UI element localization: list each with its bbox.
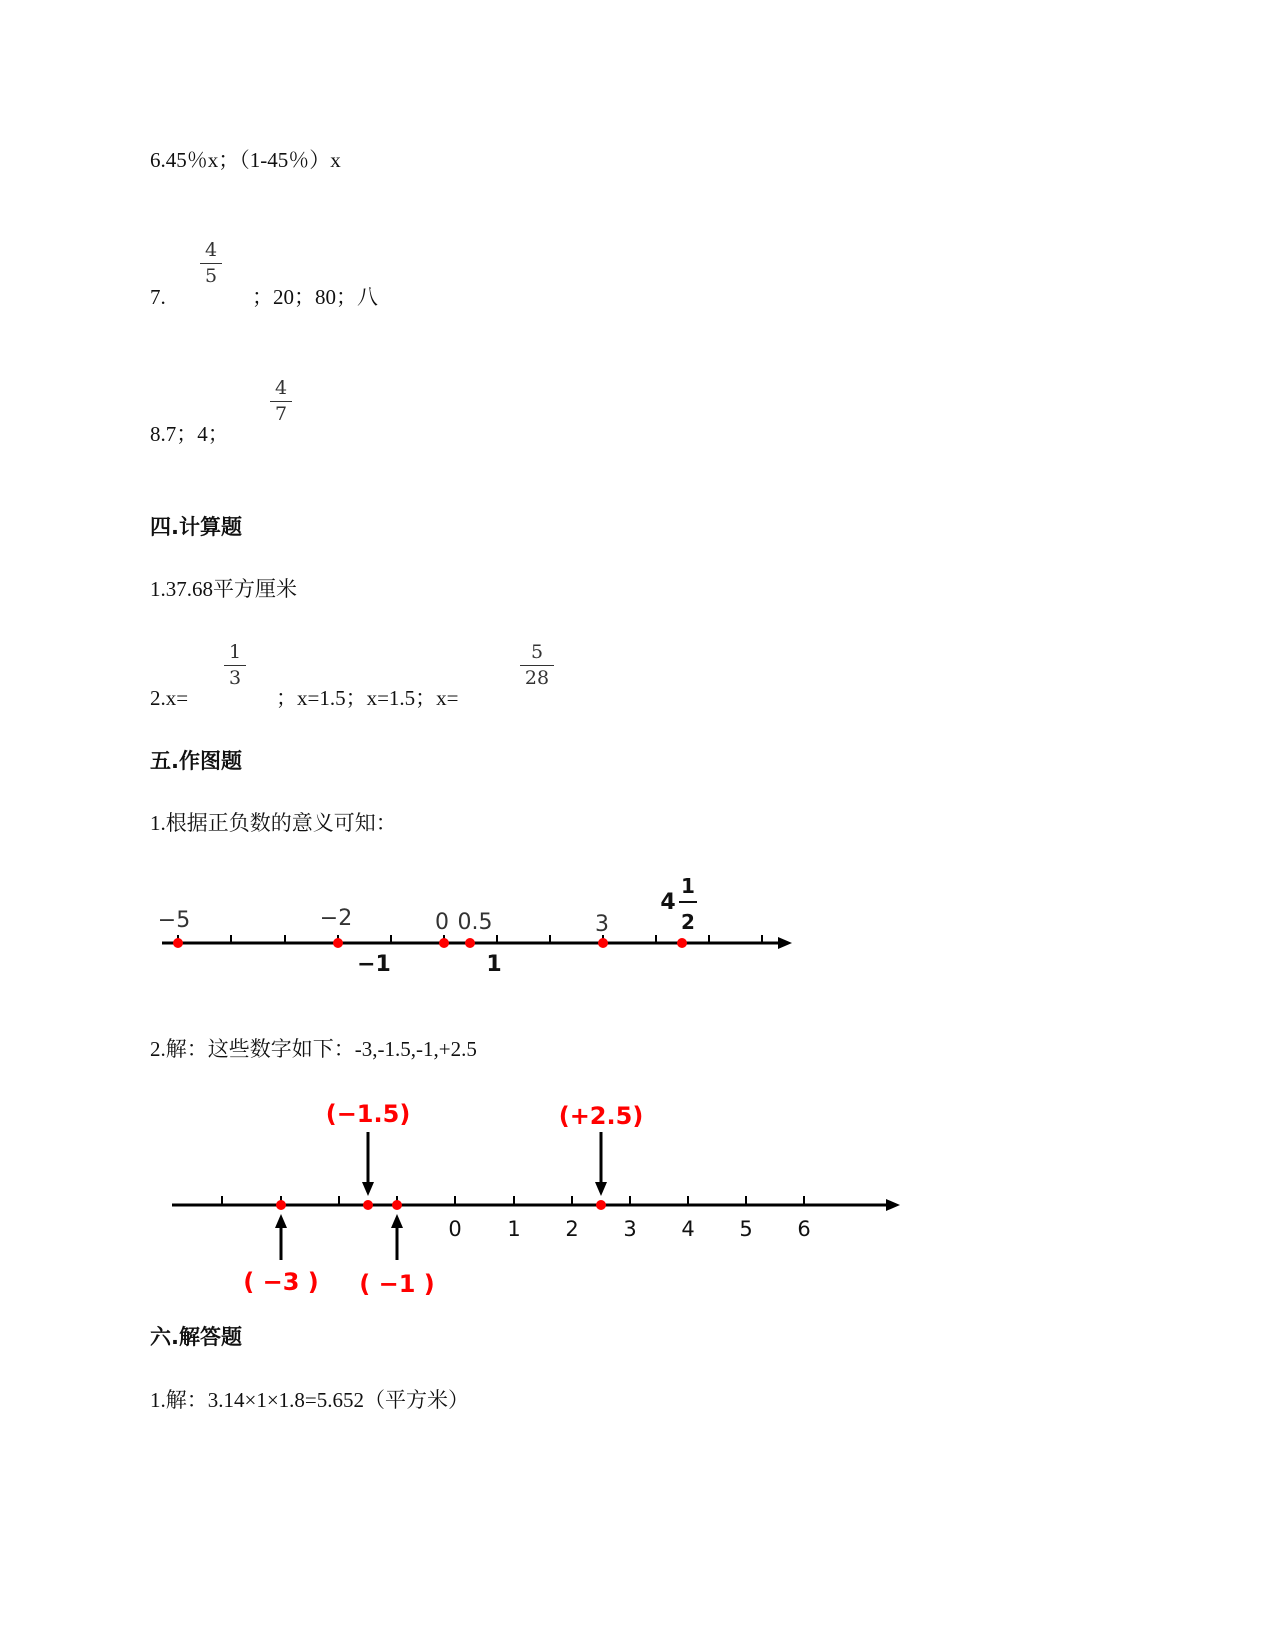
point-marker <box>598 938 608 948</box>
number-line-1 <box>150 865 810 985</box>
tick-label: 5 <box>739 1217 753 1241</box>
answer-8-text: 8.7；4； <box>150 422 229 446</box>
fraction-denominator: 5 <box>204 265 218 287</box>
tick-label: 2 <box>565 1217 579 1241</box>
drawing-answer-1: 1.根据正负数的意义可知： <box>150 811 397 835</box>
answer-8-fraction <box>270 378 292 425</box>
fraction-denominator: 7 <box>274 403 288 425</box>
label-above: −2 <box>319 906 353 931</box>
number-line-2 <box>150 1090 910 1310</box>
label-above: 3 <box>595 912 609 937</box>
tick-label: 4 <box>681 1217 695 1241</box>
drawing-answer-2: 2.解：这些数字如下：-3,-1.5,-1,+2.5 <box>150 1037 477 1061</box>
point-marker <box>596 1200 606 1210</box>
up-arrow-head-icon <box>391 1214 403 1228</box>
solution-answer-1: 1.解：3.14×1×1.8=5.652（平方米） <box>150 1388 470 1412</box>
calc-answer-1: 1.37.68平方厘米 <box>150 577 297 601</box>
label-below: −1 <box>357 952 391 977</box>
label-above: 0.5 <box>457 910 493 935</box>
fraction-bar <box>270 401 292 402</box>
up-arrow-head-icon <box>275 1214 287 1228</box>
section-heading-drawing: 五.作图题 <box>150 749 242 773</box>
section-heading-calculation: 四.计算题 <box>150 515 242 539</box>
tick-label: 0 <box>448 1217 462 1241</box>
mixed-number-denominator: 2 <box>681 910 695 934</box>
section-heading-solution: 六.解答题 <box>150 1325 242 1349</box>
marked-value-above: (−1.5) <box>325 1100 411 1128</box>
fraction-denominator: 28 <box>524 667 550 689</box>
fraction-bar <box>520 665 554 666</box>
point-marker <box>392 1200 402 1210</box>
marked-value-above: (+2.5) <box>558 1102 644 1130</box>
label-above: 0 <box>435 910 449 935</box>
fraction-numerator: 5 <box>530 641 544 663</box>
tick-label: 1 <box>507 1217 521 1241</box>
calc-answer-2-fraction-2 <box>520 642 554 689</box>
marked-value-below: ( −1 ) <box>359 1270 435 1298</box>
point-marker <box>333 938 343 948</box>
answer-7-rest: ；20；80；八 <box>252 285 378 309</box>
fraction-numerator: 4 <box>204 239 218 261</box>
answer-6: 6.45％x；（1-45％）x <box>150 148 341 172</box>
down-arrow-head-icon <box>362 1182 374 1196</box>
mixed-number-numerator: 1 <box>681 874 695 898</box>
calc-answer-2-fraction-1 <box>224 642 246 689</box>
number-line-arrow <box>886 1199 900 1211</box>
point-marker <box>439 938 449 948</box>
calc-answer-2-middle: ；x=1.5；x=1.5；x= <box>276 686 459 710</box>
tick-label: 6 <box>797 1217 811 1241</box>
point-marker <box>173 938 183 948</box>
label-below: 1 <box>486 952 502 977</box>
number-line-arrow <box>778 937 792 949</box>
fraction-bar <box>224 665 246 666</box>
point-marker <box>677 938 687 948</box>
label-above: −5 <box>157 908 191 933</box>
answer-7-number: 7. <box>150 285 166 309</box>
tick-label: 3 <box>623 1217 637 1241</box>
mixed-number-whole: 4 <box>660 890 676 915</box>
point-marker <box>465 938 475 948</box>
fraction-bar <box>200 263 222 264</box>
calc-answer-2-prefix: 2.x= <box>150 686 189 710</box>
point-marker <box>276 1200 286 1210</box>
fraction-numerator: 4 <box>274 377 288 399</box>
fraction-numerator: 1 <box>228 641 242 663</box>
fraction-denominator: 3 <box>228 667 242 689</box>
point-marker <box>363 1200 373 1210</box>
marked-value-below: ( −3 ) <box>243 1268 319 1296</box>
answer-7-fraction <box>200 240 222 287</box>
down-arrow-head-icon <box>595 1182 607 1196</box>
